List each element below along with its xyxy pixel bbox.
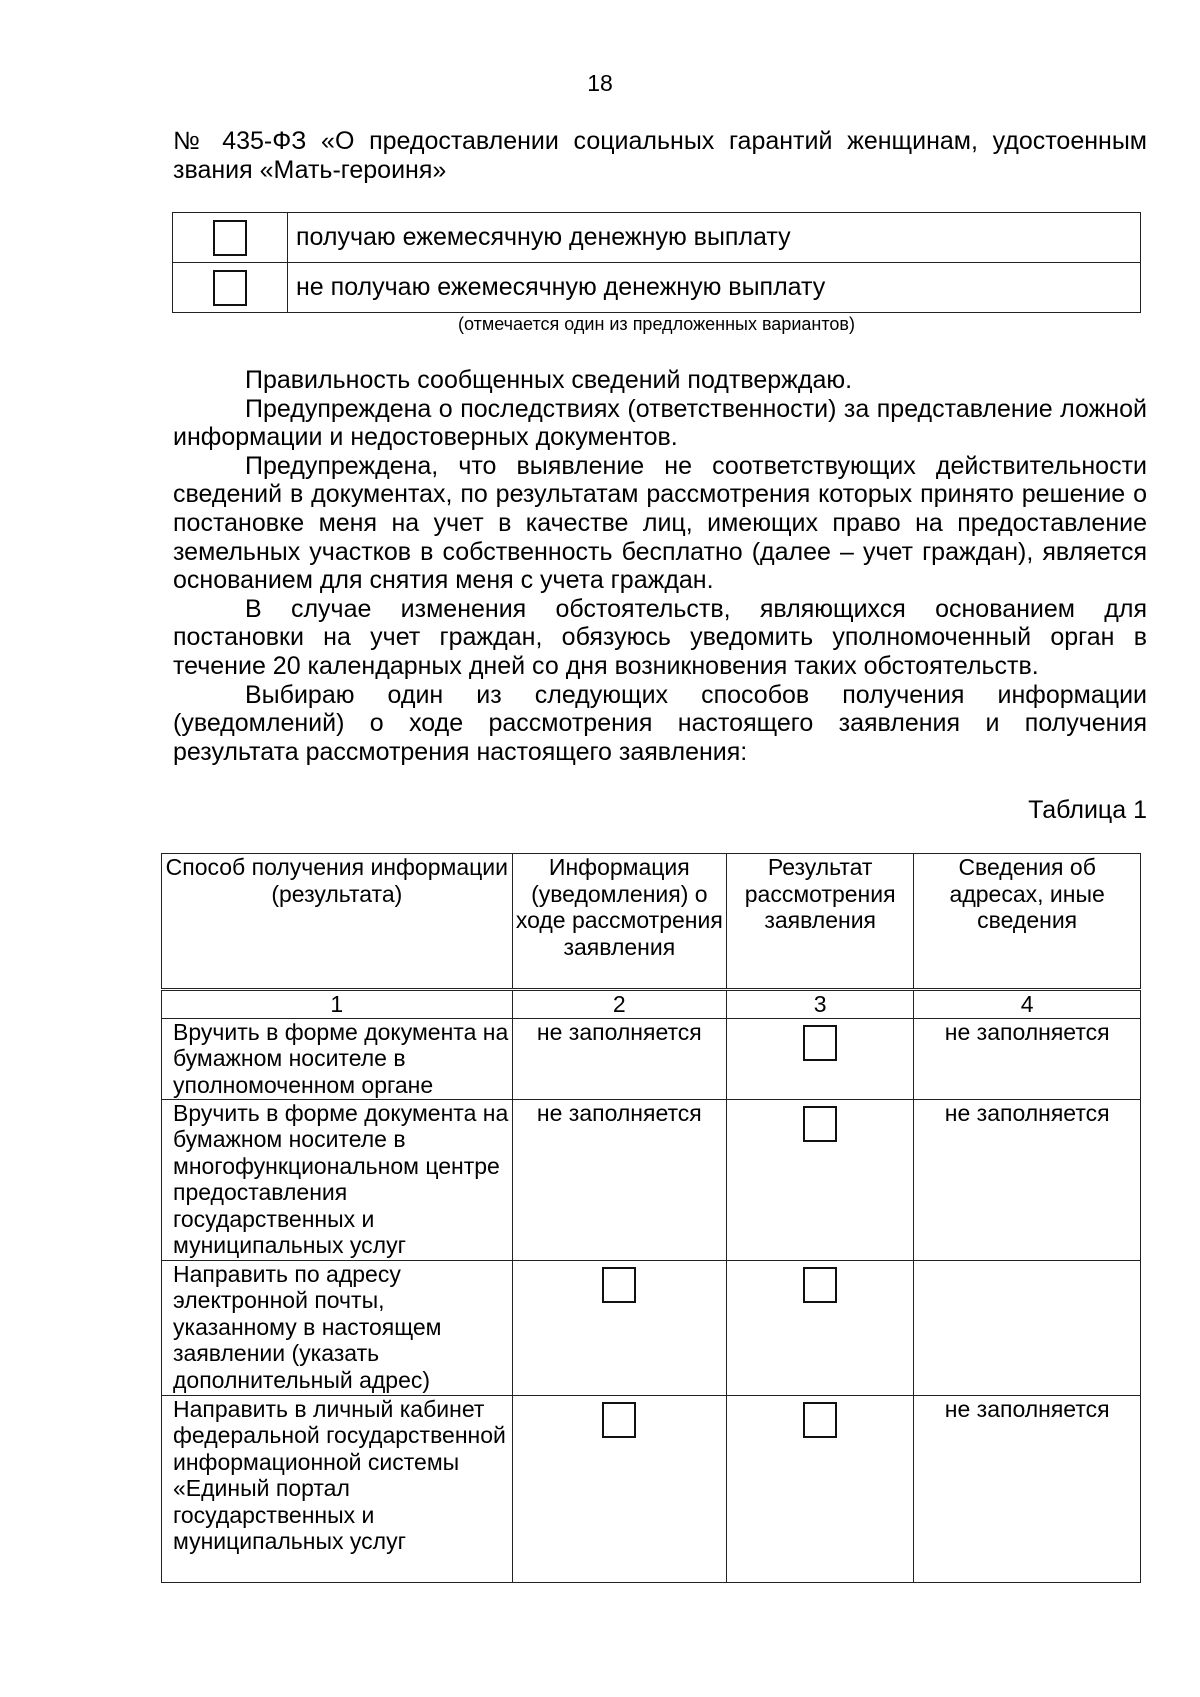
column-number: 3: [727, 991, 914, 1019]
payment-options-table: [172, 212, 1141, 313]
header-result: Результат рассмотрения заявления: [727, 854, 914, 989]
address-cell: [914, 1260, 1141, 1395]
table-header-row: [162, 854, 1141, 989]
method-cell: Направить по адресу электронной почты, указанному в настоящем заявлении (указать дополнительный адрес): [162, 1260, 513, 1395]
header-method: Способ получения информации (результата): [162, 854, 513, 989]
column-numbers-row: [162, 991, 1141, 1019]
result-checkbox[interactable]: [803, 1025, 837, 1061]
column-number: 4: [914, 991, 1141, 1019]
address-cell: не заполняется: [914, 1395, 1141, 1582]
payment-option-row: [173, 263, 1141, 313]
method-cell: Вручить в форме документа на бумажном носителе в уполномоченном органе: [162, 1018, 513, 1099]
info-checkbox[interactable]: [602, 1402, 636, 1438]
payment-option-label: получаю ежемесячную денежную выплату: [288, 213, 1141, 263]
receive-payment-checkbox[interactable]: [213, 220, 247, 256]
info-cell: не заполняется: [512, 1099, 726, 1260]
page-number: 18: [587, 70, 613, 96]
column-number: 2: [512, 991, 726, 1019]
delivery-methods-table: [161, 853, 1141, 1583]
paragraph-method-choice: Выбираю один из следующих способов получения информации (уведомлений) о ходе рассмотрения настоящего заявления и получения результата рассмотрения настоящего заявления:: [173, 680, 1147, 766]
not-receive-payment-checkbox[interactable]: [213, 270, 247, 306]
address-cell: не заполняется: [914, 1099, 1141, 1260]
info-checkbox[interactable]: [602, 1267, 636, 1303]
payment-option-row: [173, 213, 1141, 263]
header-address: Сведения об адресах, иные сведения: [914, 854, 1141, 989]
column-number: 1: [162, 991, 513, 1019]
table-row: [162, 1395, 1141, 1582]
payment-option-label: не получаю ежемесячную денежную выплату: [288, 263, 1141, 313]
table-caption: Таблица 1: [1028, 796, 1147, 824]
result-checkbox[interactable]: [803, 1106, 837, 1142]
paragraph-confirmation: Правильность сообщенных сведений подтверждаю.: [245, 366, 853, 394]
table-row: [162, 1260, 1141, 1395]
table-row: [162, 1099, 1141, 1260]
table-row: [162, 1018, 1141, 1099]
method-cell: Направить в личный кабинет федеральной государственной информационной системы «Единый портал государственных и муниципальных услуг: [162, 1395, 513, 1582]
paragraph-liability-warning: Предупреждена о последствиях (ответственности) за представление ложной информации и недостоверных документов.: [173, 394, 1147, 452]
info-cell: не заполняется: [512, 1018, 726, 1099]
address-cell: не заполняется: [914, 1018, 1141, 1099]
result-checkbox[interactable]: [803, 1402, 837, 1438]
result-checkbox[interactable]: [803, 1267, 837, 1303]
declaration-text: [173, 366, 1147, 766]
payment-options-note: (отмечается один из предложенных вариантов): [458, 314, 855, 334]
method-cell: Вручить в форме документа на бумажном носителе в многофункциональном центре предоставления государственных и муниципальных услуг: [162, 1099, 513, 1260]
law-reference-text: № 435-ФЗ «О предоставлении социальных гарантий женщинам, удостоенным звания «Мать-героиня»: [173, 127, 1147, 184]
header-info: Информация (уведомления) о ходе рассмотрения заявления: [512, 854, 726, 989]
paragraph-notification-obligation: В случае изменения обстоятельств, являющихся основанием для постановки на учет граждан, обязуюсь уведомить уполномоченный орган в течение 20 календарных дней со дня возникновения таких обстоятельств.: [173, 594, 1147, 680]
paragraph-deregistration-warning: Предупреждена, что выявление не соответствующих действительности сведений в документах, по результатам рассмотрения которых принято решение о постановке меня на учет в качестве лиц, имеющих право на предоставление земельных участков в собственность бесплатно (далее – учет граждан), является основанием для снятия меня с учета граждан.: [173, 451, 1147, 595]
